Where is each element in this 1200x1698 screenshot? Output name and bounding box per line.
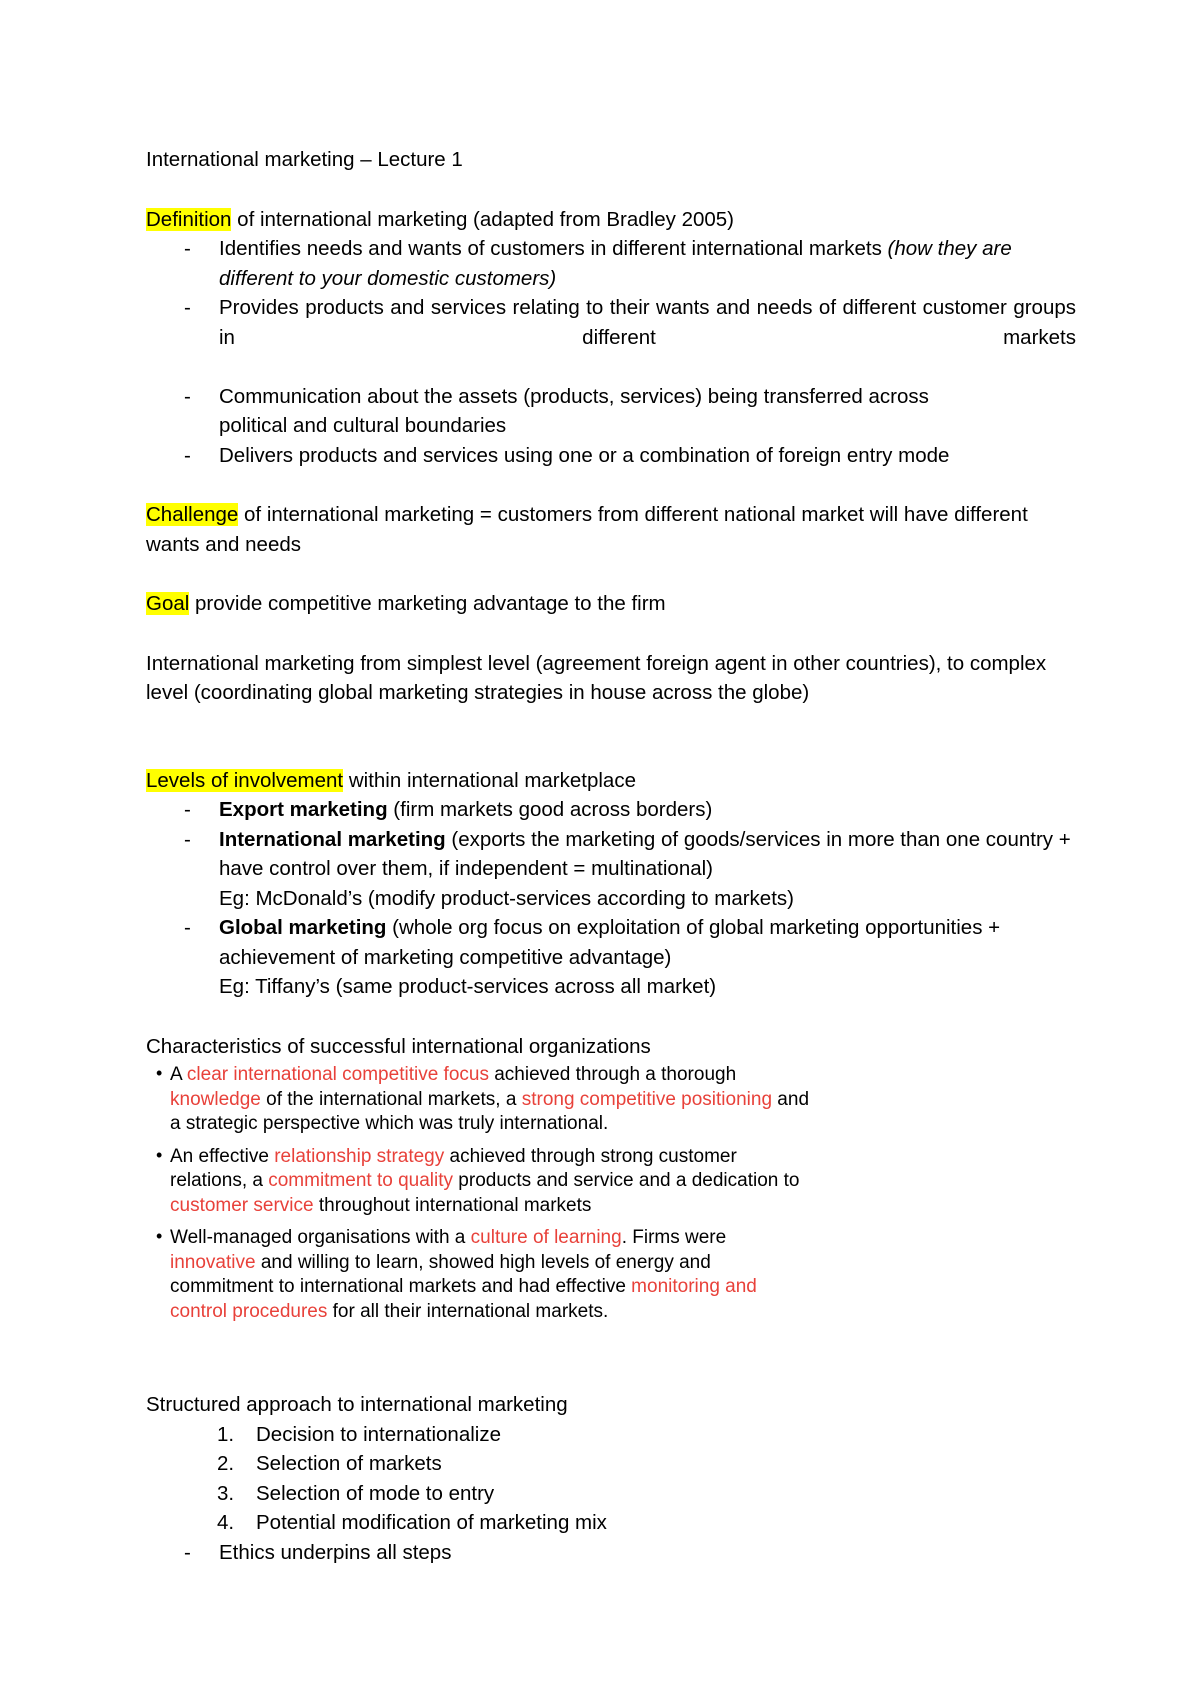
goal-text: provide competitive marketing advantage to the firm	[189, 592, 666, 615]
list-item-text: Identifies needs and wants of customers in different international markets	[219, 237, 888, 260]
dash-bullet: -	[184, 1540, 191, 1564]
bullet-icon: •	[156, 1226, 163, 1246]
step-item	[146, 1449, 1076, 1479]
levels-highlight: Levels of involvement	[146, 768, 344, 792]
list-item-text: Provides products and services relating to their wants and needs of different customer groups in different markets	[219, 296, 1076, 349]
structured-note-list	[146, 1538, 1076, 1568]
highlighted-phrase: monitoring and control procedures	[170, 1276, 757, 1322]
dash-bullet: -	[184, 296, 191, 319]
challenge-highlight: Challenge	[146, 503, 239, 526]
plain-phrase: and a strategic perspective which was truly international.	[170, 1088, 810, 1134]
list-item-text: Communication about the assets (products, services) being transferred across political and cultural boundaries	[219, 384, 929, 437]
plain-phrase: A	[170, 1064, 187, 1085]
list-item	[146, 234, 1076, 293]
level-name: International marketing	[219, 827, 446, 851]
step-text: Selection of markets	[256, 1452, 442, 1475]
level-example: Eg: Tiffany’s (same product-services across all market)	[219, 975, 717, 998]
list-item	[146, 913, 1076, 1002]
list-item	[146, 382, 1076, 441]
characteristic-item	[156, 1063, 816, 1137]
characteristic-item	[156, 1145, 816, 1219]
step-number: 3.	[217, 1481, 235, 1505]
list-item	[146, 825, 1076, 914]
list-item	[146, 1538, 1076, 1568]
characteristic-item	[156, 1226, 816, 1324]
level-name: Export marketing	[219, 798, 388, 821]
definition-highlight: Definition	[146, 207, 232, 231]
step-number: 4.	[217, 1511, 235, 1534]
plain-phrase: . Firms were	[621, 1227, 727, 1248]
plain-phrase: for all their international markets.	[327, 1300, 609, 1322]
list-item	[146, 795, 1076, 825]
plain-phrase: achieved through a thorough	[488, 1064, 737, 1085]
dash-bullet: -	[184, 827, 191, 851]
plain-phrase: of the international markets, a	[260, 1088, 522, 1110]
characteristic-text	[170, 1146, 799, 1216]
step-text: Potential modification of marketing mix	[256, 1511, 607, 1534]
page-title: International marketing – Lecture 1	[146, 148, 463, 171]
levels-paragraph: International marketing from simplest level (agreement foreign agent in other countries), to complex level (coordinating global marketing strategies in house across the globe)	[146, 651, 1047, 704]
structured-heading: Structured approach to international marketing	[146, 1393, 568, 1416]
characteristics-heading: Characteristics of successful international organizations	[146, 1034, 651, 1058]
step-item	[146, 1508, 1076, 1538]
highlighted-phrase: strong competitive positioning	[521, 1088, 773, 1110]
highlighted-phrase: knowledge	[170, 1088, 261, 1110]
goal-paragraph	[146, 589, 1076, 619]
dash-bullet: -	[184, 916, 191, 939]
challenge-paragraph	[146, 500, 1036, 559]
highlighted-phrase: culture of learning	[470, 1227, 622, 1248]
characteristic-text	[170, 1227, 757, 1322]
plain-phrase: and willing to learn, showed high levels of energy and commitment to international markets and had effective	[170, 1251, 711, 1297]
definition-heading	[146, 205, 1076, 235]
step-text: Decision to internationalize	[256, 1422, 501, 1446]
dash-bullet: -	[184, 443, 191, 467]
structured-steps	[146, 1420, 1076, 1538]
bullet-icon: •	[156, 1144, 163, 1165]
definition-heading-text: of international marketing (adapted from Bradley 2005)	[231, 207, 734, 231]
highlighted-phrase: relationship strategy	[274, 1145, 445, 1167]
structured-note: Ethics underpins all steps	[219, 1540, 452, 1564]
plain-phrase: achieved through strong customer relations, a	[170, 1145, 737, 1191]
levels-list	[146, 795, 1076, 1002]
step-number: 1.	[217, 1422, 235, 1446]
goal-highlight: Goal	[146, 592, 190, 615]
level-description: (whole org focus on exploitation of global marketing opportunities + achievement of marketing competitive advantage)	[219, 916, 1001, 969]
list-item	[146, 293, 1076, 382]
step-item	[146, 1479, 1076, 1509]
challenge-text: of international marketing = customers from different national market will have different wants and needs	[146, 503, 1028, 556]
step-text: Selection of mode to entry	[256, 1481, 495, 1505]
bullet-icon: •	[156, 1063, 163, 1083]
dash-bullet: -	[184, 798, 191, 821]
dash-bullet: -	[184, 237, 191, 260]
list-item	[146, 441, 1076, 471]
list-item-text: Delivers products and services using one or a combination of foreign entry mode	[219, 443, 950, 467]
level-example: Eg: McDonald’s (modify product-services according to markets)	[219, 886, 794, 910]
highlighted-phrase: clear international competitive focus	[186, 1064, 489, 1085]
characteristics-list	[156, 1063, 816, 1324]
characteristic-text	[170, 1064, 809, 1134]
highlighted-phrase: commitment to quality	[268, 1170, 454, 1191]
document-body	[146, 145, 1076, 1567]
plain-phrase: products and service and a dedication to	[453, 1170, 800, 1191]
dash-bullet: -	[184, 384, 191, 408]
highlighted-phrase: customer service	[170, 1194, 314, 1216]
plain-phrase: Well-managed organisations with a	[170, 1227, 471, 1248]
plain-phrase: throughout international markets	[313, 1194, 592, 1216]
level-description: (firm markets good across borders)	[387, 798, 713, 821]
levels-heading-text: within international marketplace	[343, 768, 636, 792]
definition-list	[146, 234, 1076, 470]
level-description: (exports the marketing of goods/services in more than one country + have control over them, if independent = multinational)	[219, 827, 1071, 880]
step-number: 2.	[217, 1452, 235, 1475]
step-item	[146, 1420, 1076, 1450]
plain-phrase: An effective	[170, 1145, 275, 1167]
level-name: Global marketing	[219, 916, 387, 939]
list-item-italic: (how they are different to your domestic customers)	[219, 237, 1012, 290]
levels-heading	[146, 766, 1076, 796]
highlighted-phrase: innovative	[170, 1251, 256, 1273]
